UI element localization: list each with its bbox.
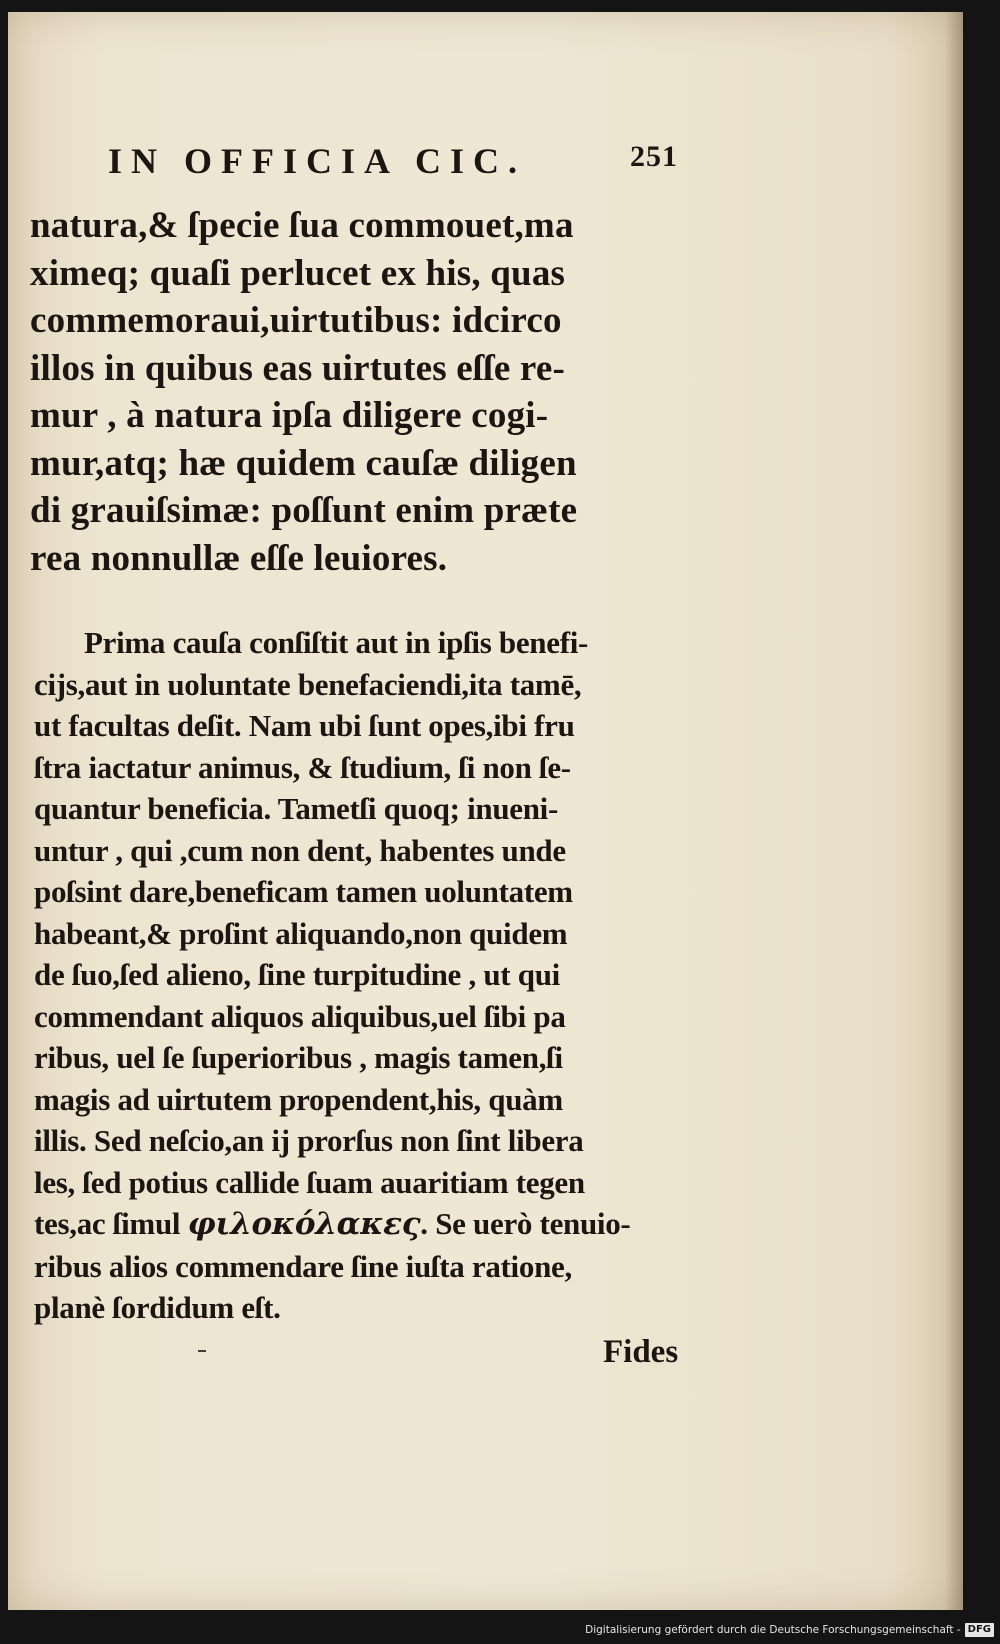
- text-line: illos in quibus eas uirtutes eſſe re-: [30, 347, 566, 389]
- text-line-with-greek: [34, 1203, 630, 1246]
- text-segment: . Se uerò tenuio-: [420, 1206, 631, 1241]
- text-line: commendant aliquos aliquibus,uel ſibi pa: [34, 998, 566, 1034]
- greek-word: φιλοκόλακες: [187, 1206, 421, 1242]
- dfg-logo: DFG: [965, 1623, 994, 1637]
- running-head: [108, 140, 678, 180]
- text-line: les, ſed potius callide ſuam auaritiam tegen: [34, 1164, 585, 1200]
- paragraph-2: [34, 622, 630, 1329]
- text-line: planè ſordidum eſt.: [34, 1290, 281, 1325]
- digitization-credit: [585, 1619, 994, 1641]
- text-line: poſsint dare,beneficam tamen uoluntatem: [34, 874, 573, 909]
- text-line: mur,atq; hæ quidem cauſæ diligen: [30, 442, 577, 484]
- text-line: cijs,aut in uoluntate benefaciendi,ita tamē,: [34, 666, 582, 702]
- text-line: illis. Sed neſcio,an ij prorſus non ſint libera: [34, 1123, 584, 1158]
- text-line: ut facultas deſit. Nam ubi ſunt opes,ibi fru: [34, 708, 575, 743]
- page-number: 251: [630, 140, 678, 173]
- text-line: ſtra iactatur animus, & ſtudium, ſi non ſe-: [34, 749, 571, 785]
- text-line: Prima cauſa conſiſtit aut in ipſis benefi-: [84, 625, 589, 660]
- text-line: untur , qui ,cum non dent, habentes unde: [34, 832, 566, 868]
- text-line: quantur beneficia. Tametſi quoq; inueni-: [34, 791, 559, 826]
- paragraph-1: [30, 202, 577, 582]
- text-line: rea nonnullæ eſſe leuiores.: [30, 537, 448, 579]
- text-line: magis ad uirtutem propendent,his, quàm: [34, 1081, 563, 1117]
- text-line: natura,& ſpecie ſua commouet,ma: [30, 205, 574, 246]
- book-page: [8, 12, 963, 1610]
- text-line: ribus, uel ſe ſuperioribus , magis tamen,ſi: [34, 1040, 563, 1075]
- text-line: ribus alios commendare ſine iuſta ratione,: [34, 1248, 572, 1284]
- text-line: commemoraui,uirtutibus: idcirco: [30, 300, 562, 341]
- text-line: habeant,& proſint aliquando,non quidem: [34, 915, 568, 951]
- text-line: mur , à natura ipſa diligere cogi-: [30, 395, 549, 436]
- running-head-title: IN OFFICIA CIC.: [108, 141, 527, 181]
- text-segment: tes,ac ſimul: [34, 1206, 188, 1241]
- text-line: di grauiſsimæ: poſſunt enim præte: [30, 490, 578, 531]
- catchword: Fides: [603, 1334, 679, 1370]
- credit-text: Digitalisierung gefördert durch die Deutsche Forschungsgemeinschaft -: [585, 1624, 961, 1636]
- ink-mark: [198, 1350, 206, 1352]
- text-line: de ſuo,ſed alieno, ſine turpitudine , ut qui: [34, 957, 560, 992]
- text-line: ximeq; quaſi perlucet ex his, quas: [30, 252, 566, 294]
